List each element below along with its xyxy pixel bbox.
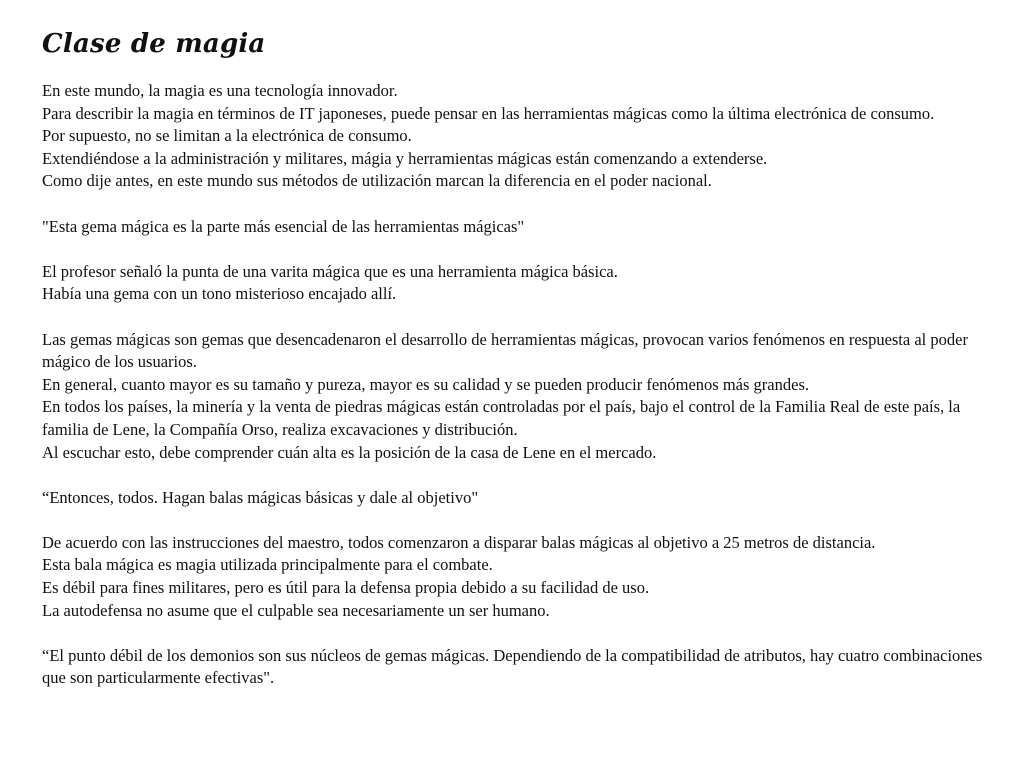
text-line: Para describir la magia en términos de IT japoneses, puede pensar en las herramientas mágicas como la última electrónica de consumo. — [42, 103, 935, 123]
text-line: “Entonces, todos. Hagan balas mágicas básicas y dale al objetivo" — [42, 487, 479, 507]
text-line: Por supuesto, no se limitan a la electrónica de consumo. — [42, 126, 412, 146]
paragraph-2 — [42, 216, 992, 239]
text-line: Es débil para fines militares, pero es útil para la defensa propia debido a su facilidad de uso. — [42, 578, 650, 598]
text-line: Extendiéndose a la administración y militares, mágia y herramientas mágicas están comenzando a extenderse. — [42, 148, 768, 168]
page-title: Clase de magia — [42, 29, 266, 59]
text-line: El profesor señaló la punta de una varita mágica que es una herramienta mágica básica. — [42, 261, 618, 281]
text-line: En general, cuanto mayor es su tamaño y pureza, mayor es su calidad y se pueden producir fenómenos más grandes. — [42, 374, 809, 394]
text-line: En todos los países, la minería y la venta de piedras mágicas están controladas por el país, bajo el control de la Familia Real de este país, la familia de Lene, la Compañía Orso, realiza excavaciones y distribución. — [42, 397, 961, 439]
paragraph-7 — [42, 645, 992, 690]
text-line: Había una gema con un tono misterioso encajado allí. — [42, 284, 397, 304]
paragraph-5 — [42, 487, 992, 510]
text-line: Esta bala mágica es magia utilizada principalmente para el combate. — [42, 555, 493, 575]
text-line: "Esta gema mágica es la parte más esencial de las herramientas mágicas" — [42, 216, 525, 236]
text-line: Al escuchar esto, debe comprender cuán alta es la posición de la casa de Lene en el mercado. — [42, 442, 657, 462]
text-line: De acuerdo con las instrucciones del maestro, todos comenzaron a disparar balas mágicas al objetivo a 25 metros de distancia. — [42, 532, 876, 552]
paragraph-6 — [42, 532, 992, 622]
document-page — [42, 28, 992, 713]
text-line: Las gemas mágicas son gemas que desencadenaron el desarrollo de herramientas mágicas, provocan varios fenómenos en respuesta al poder mágico de los usuarios. — [42, 329, 968, 372]
paragraph-1 — [42, 80, 992, 193]
paragraph-3 — [42, 261, 992, 306]
paragraph-4 — [42, 329, 992, 465]
text-line: Como dije antes, en este mundo sus métodos de utilización marcan la diferencia en el poder nacional. — [42, 171, 712, 191]
text-line: La autodefensa no asume que el culpable sea necesariamente un ser humano. — [42, 600, 550, 620]
text-line: “El punto débil de los demonios son sus núcleos de gemas mágicas. Dependiendo de la compatibilidad de atributos, hay cuatro combinaciones que son particularmente efectivas". — [42, 645, 983, 688]
text-line: En este mundo, la magia es una tecnología innovador. — [42, 81, 398, 100]
